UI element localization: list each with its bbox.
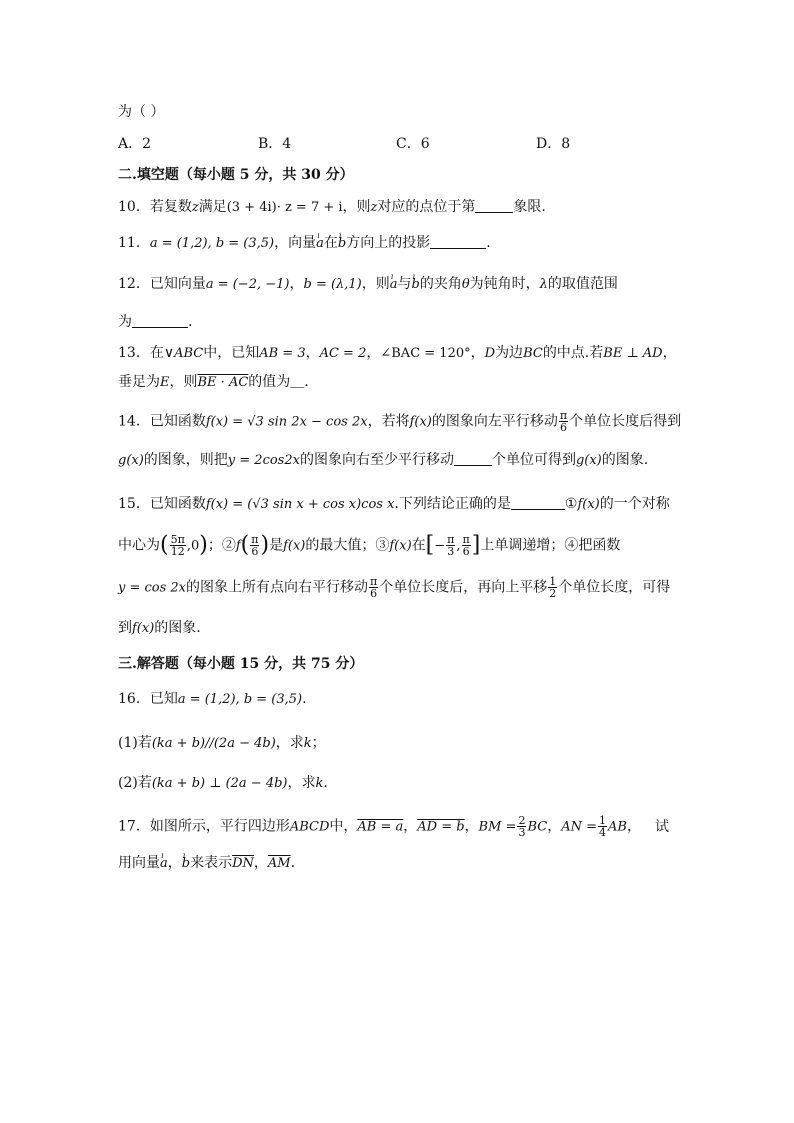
option-c: C．6	[396, 136, 430, 152]
fraction: $\frac{1}{4}$	[598, 814, 606, 839]
question-15: 15．已知函数f(x) = (√3 sin x + cos x)cos x.下列结论正确的是 ①f(x)的一个对称	[118, 496, 670, 512]
answer-blank[interactable]	[511, 495, 565, 510]
question-15-line3: y = cos 2x的图象上所有点向右平行移动 $\frac{\pi}{6}$ 个单位长度后，再向上平移 $\frac{1}{2}$ 个单位长度，可得	[118, 575, 671, 600]
fraction: $\frac{\pi}{3}$	[447, 533, 455, 558]
question-13: 13．在∨ABC中，已知AB = 3，AC = 2，∠BAC = 120°，D为边BC的中点.若BE ⊥ AD，	[118, 345, 677, 361]
question-12: 12．已知向量a = (−2, −1)，b = (λ,1)，则ı a与ı b的夹角θ为钝角时，λ的取值范围	[118, 274, 678, 295]
question-17: 17．如图所示，平行四边形ABCD中，AB = a，AD = b，BM = $\frac{2}{3}$ BC，AN = $\frac{1}{4}$ AB， 试	[118, 814, 669, 839]
question-16: 16．已知a = (1,2), b = (3,5).	[118, 691, 307, 707]
section-2-heading: 二.填空题（每小题 5 分，共 30 分）	[118, 167, 354, 183]
question-11: 11．a = (1,2), b = (3,5)，向量ı a在ı b方向上的投影 .	[118, 233, 678, 254]
fraction: $\frac{\pi}{6}$	[462, 533, 470, 558]
question-12-line2: 为 .	[118, 314, 193, 330]
answer-blank[interactable]	[430, 234, 486, 249]
option-b: B．4	[258, 136, 292, 152]
answer-blank[interactable]	[475, 198, 513, 213]
question-14-line2: g(x)的图象，则把y = 2cos2x的图象向右至少平行移动 个单位可得到g(x)的图象.	[118, 452, 649, 468]
question-14: 14．已知函数f(x) = √3 sin 2x − cos 2x，若将f(x)的图象向左平行移动 $\frac{\pi}{6}$ 个单位长度后得到	[118, 409, 682, 434]
question-16-part1: (1)若(ka + b)//(2a − 4b)，求k；	[118, 735, 326, 751]
q9-prompt: 为（ ）	[118, 104, 165, 120]
question-17-line2: 用向量ı a，ı b来表示$\overline{DN}$，$\overline{AM}$.	[118, 853, 678, 874]
question-15-line2: 中心为( $\frac{5\pi}{12}$ ,0)；②f( $\frac{\pi}{6}$ )是f(x)的最大值；③f(x)在[− $\frac{\pi}{3}$ , $\frac{\pi}{6}$ ]上单调递增；④把函数	[118, 532, 621, 558]
fraction: $\frac{1}{2}$	[549, 575, 557, 600]
question-10: 10．若复数z满足(3 + 4i)· z = 7 + i，则z对应的点位于第 象限.	[118, 199, 546, 215]
fraction: $\frac{\pi}{6}$	[251, 533, 259, 558]
answer-blank[interactable]	[132, 313, 188, 328]
option-a: A．2	[118, 136, 152, 152]
question-15-line4: 到f(x)的图象.	[118, 620, 201, 636]
fraction: $\frac{5\pi}{12}$	[170, 533, 185, 558]
option-d: D．8	[536, 136, 571, 152]
fraction: $\frac{\pi}{6}$	[559, 409, 568, 434]
section-3-heading: 三.解答题（每小题 15 分，共 75 分）	[118, 656, 364, 672]
question-13-line2: 垂足为E，则BE · AC的值为＿.	[118, 374, 309, 390]
answer-blank[interactable]	[454, 451, 492, 466]
fraction: $\frac{2}{3}$	[518, 814, 526, 839]
fraction: $\frac{\pi}{6}$	[370, 575, 378, 600]
question-16-part2: (2)若(ka + b) ⊥ (2a − 4b)，求k.	[118, 775, 328, 791]
